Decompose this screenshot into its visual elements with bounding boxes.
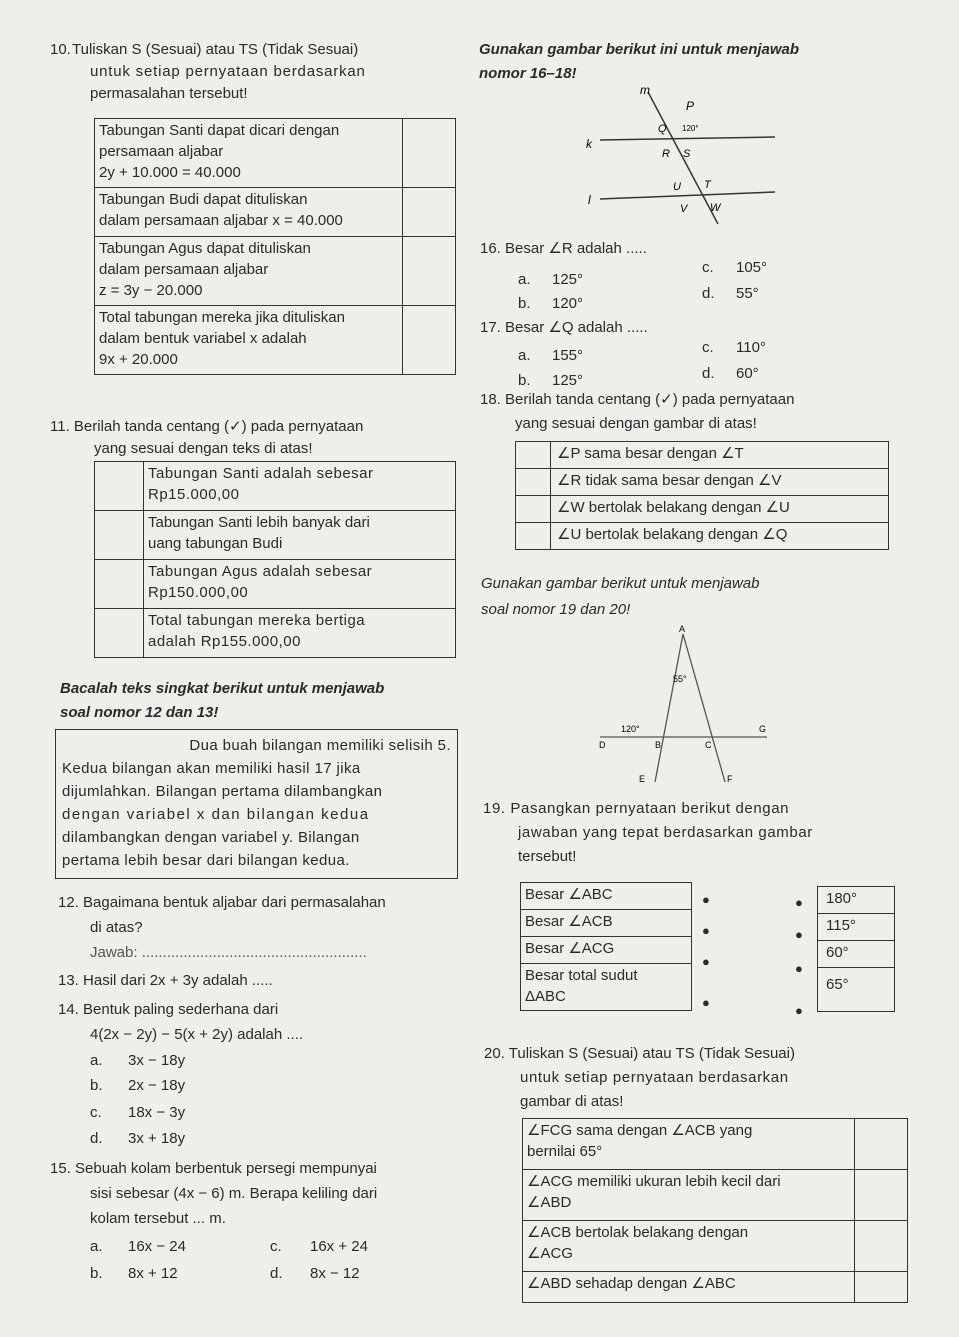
statement-line: bernilai 65° (527, 1143, 603, 1160)
label-g: G (759, 724, 767, 734)
label-k: k (586, 137, 592, 151)
label-t: T (704, 179, 711, 191)
q19-right-table (817, 886, 895, 1012)
statement-cell[interactable]: Besar ∠ACG (521, 937, 692, 964)
option-text: 16x − 24 (128, 1238, 186, 1255)
q16-option-a[interactable] (518, 270, 584, 290)
statement-line: z = 3y − 20.000 (99, 282, 203, 299)
table-row (95, 560, 456, 609)
statement-line: ∠ACB bertolak belakang dengan (527, 1224, 749, 1241)
q10-instruction-3: permasalahan tersebut! (90, 85, 248, 102)
answer-box[interactable] (854, 1221, 907, 1272)
label-l: l (588, 193, 591, 207)
answer-box[interactable] (402, 306, 455, 375)
reading-line: dilambangkan dengan variabel y. Bilangan (62, 829, 360, 846)
statement-line: persamaan aljabar (99, 143, 224, 160)
statement-line: ∠ABD sehadap dengan ∠ABC (527, 1275, 736, 1292)
q14-option-d[interactable] (90, 1129, 186, 1149)
q18-table (515, 441, 889, 550)
statement-cell: ∠P sama besar dengan ∠T (551, 442, 889, 469)
statement-cell: ∠U bertolak belakang dengan ∠Q (551, 523, 889, 550)
table-row (523, 1272, 908, 1303)
q15-line-1: 15. Sebuah kolam berbentuk persegi mempunyai (50, 1160, 377, 1177)
match-dot-right-3[interactable]: ● (795, 961, 803, 976)
table-row (95, 119, 456, 188)
option-letter: b. (90, 1077, 103, 1094)
option-letter: b. (518, 372, 531, 389)
statement-line: Total tabungan mereka bertiga (148, 612, 366, 629)
statement-line: Total tabungan mereka jika dituliskan (99, 309, 345, 326)
label-e: E (639, 774, 646, 784)
table-row (516, 496, 889, 523)
fig2-heading-1: Gunakan gambar berikut untuk menjawab (481, 575, 760, 592)
side-ac-extended (683, 634, 725, 782)
q16-option-b[interactable] (518, 294, 584, 314)
label-angle: 120° (682, 124, 699, 133)
q17-option-c[interactable] (702, 338, 766, 358)
checkbox-cell[interactable] (95, 609, 144, 658)
statement-line: dalam persamaan aljabar (99, 261, 269, 278)
option-letter: b. (518, 295, 531, 312)
side-ab-extended (655, 634, 683, 782)
statement-line: Tabungan Agus dapat dituliskan (99, 240, 311, 257)
table-row (516, 469, 889, 496)
statement-cell (144, 560, 456, 609)
option-text: 110° (736, 339, 766, 356)
reading-line: Dua buah bilangan memiliki selisih 5. (189, 737, 451, 754)
option-text: 55° (736, 285, 759, 302)
statement-line: adalah Rp155.000,00 (148, 633, 301, 650)
answer-box[interactable] (402, 119, 455, 188)
label-angle-a: 55° (673, 674, 687, 684)
checkbox-cell[interactable] (516, 442, 551, 469)
q14-line-1: 14. Bentuk paling sederhana dari (58, 1001, 279, 1018)
q17-option-a[interactable] (518, 346, 584, 366)
statement-cell (95, 188, 403, 237)
option-letter: a. (518, 347, 531, 364)
reading-line: pertama lebih besar dari bilangan kedua. (62, 852, 350, 869)
statement-line: dalam bentuk variabel x adalah (99, 330, 307, 347)
table-row (95, 609, 456, 658)
answer-cell[interactable]: 65° (818, 968, 895, 1012)
label-b: B (655, 740, 662, 750)
label-angle-b: 120° (621, 724, 640, 734)
q15-option-d[interactable] (270, 1264, 360, 1284)
option-text: 155° (552, 347, 584, 364)
option-letter: c. (270, 1238, 282, 1255)
q20-line-3: gambar di atas! (520, 1093, 624, 1110)
line-l (600, 192, 775, 199)
statement-line: ΔABC (525, 988, 566, 1005)
q19-left-table (520, 882, 692, 1011)
triangle-figure (595, 622, 775, 792)
option-text: 60° (736, 365, 759, 382)
answer-box[interactable] (854, 1170, 907, 1221)
fig1-heading-1: Gunakan gambar berikut ini untuk menjawab (479, 41, 800, 58)
statement-line: uang tabungan Budi (148, 535, 283, 552)
q11-table (94, 461, 456, 658)
label-r: R (662, 148, 670, 160)
q13-text: 13. Hasil dari 2x + 3y adalah ..... (58, 972, 273, 989)
option-text: 125° (552, 271, 584, 288)
q12-line-1: 12. Bagaimana bentuk aljabar dari permasalahan (58, 894, 386, 911)
statement-line: ∠FCG sama dengan ∠ACB yang (527, 1122, 753, 1139)
statement-line: ∠ABD (527, 1194, 572, 1211)
match-dot-left-3[interactable]: ● (702, 954, 710, 969)
table-row (521, 964, 692, 1011)
q18-line-2: yang sesuai dengan gambar di atas! (515, 415, 757, 432)
statement-line: Tabungan Santi adalah sebesar (148, 465, 374, 482)
reading-line: Kedua bilangan akan memiliki hasil 17 jika (62, 760, 361, 777)
label-a: A (679, 624, 686, 634)
table-row (818, 941, 895, 968)
q10-instruction-1: Tuliskan S (Sesuai) atau TS (Tidak Sesuai) (72, 41, 359, 58)
statement-line: Tabungan Santi lebih banyak dari (148, 514, 370, 531)
q11-instruction-1: 11. Berilah tanda centang (✓) pada pernyataan (50, 418, 364, 435)
label-q: Q (658, 123, 667, 135)
fig2-heading-2: soal nomor 19 dan 20! (481, 601, 631, 618)
statement-line: Tabungan Budi dapat dituliskan (99, 191, 308, 208)
option-letter: b. (90, 1265, 103, 1282)
label-w: W (710, 202, 721, 214)
table-row (521, 910, 692, 937)
table-row (95, 237, 456, 306)
option-letter: d. (270, 1265, 283, 1282)
q19-line-2: jawaban yang tepat berdasarkan gambar (518, 824, 813, 841)
match-dot-right-4[interactable]: ● (795, 1003, 803, 1018)
checkbox-cell[interactable] (95, 511, 144, 560)
q16-text: 16. Besar ∠R adalah ..... (480, 240, 647, 257)
q14-option-b[interactable] (90, 1076, 186, 1096)
option-letter: c. (702, 339, 714, 356)
statement-cell[interactable]: Besar ∠ACB (521, 910, 692, 937)
q12-line-2: di atas? (90, 919, 143, 936)
table-row (95, 188, 456, 237)
statement-cell (95, 306, 403, 375)
reading-heading-1: Bacalah teks singkat berikut untuk menjawab (60, 680, 385, 697)
option-text: 8x + 12 (128, 1265, 178, 1282)
reading-line: dengan variabel x dan bilangan kedua (62, 806, 370, 823)
checkbox-cell[interactable] (95, 560, 144, 609)
statement-line: 9x + 20.000 (99, 351, 178, 368)
label-d: D (599, 740, 606, 750)
match-dot-left-2[interactable]: ● (702, 923, 710, 938)
q15-option-a[interactable] (90, 1237, 186, 1257)
q20-line-1: 20. Tuliskan S (Sesuai) atau TS (Tidak Sesuai) (484, 1045, 795, 1062)
q14-line-2: 4(2x − 2y) − 5(x + 2y) adalah .... (90, 1026, 304, 1043)
statement-cell (523, 1272, 855, 1303)
table-row (521, 883, 692, 910)
answer-cell[interactable]: 180° (818, 887, 895, 914)
option-text: 16x + 24 (310, 1238, 368, 1255)
option-text: 8x − 12 (310, 1265, 360, 1282)
statement-line: dalam persamaan aljabar x = 40.000 (99, 212, 343, 229)
answer-box[interactable] (402, 188, 455, 237)
label-u: U (673, 181, 681, 193)
q15-line-3: kolam tersebut ... m. (90, 1210, 226, 1227)
table-row (521, 937, 692, 964)
statement-cell (95, 119, 403, 188)
option-letter: d. (702, 285, 715, 302)
table-row (95, 306, 456, 375)
q15-option-c[interactable] (270, 1237, 368, 1257)
statement-cell[interactable] (521, 964, 692, 1011)
q17-option-d[interactable] (702, 364, 759, 384)
table-row (523, 1221, 908, 1272)
table-row (818, 968, 895, 1012)
statement-line: 2y + 10.000 = 40.000 (99, 164, 241, 181)
reading-line: dijumlahkan. Bilangan pertama dilambangkan (62, 783, 383, 800)
option-text: 120° (552, 295, 584, 312)
label-p: P (686, 99, 695, 113)
q14-option-a[interactable] (90, 1051, 186, 1071)
q16-option-d[interactable] (702, 284, 759, 304)
q20-line-2: untuk setiap pernyataan berdasarkan (520, 1069, 789, 1086)
q10-instruction-2: untuk setiap pernyataan berdasarkan (90, 63, 366, 80)
option-text: 3x − 18y (128, 1052, 186, 1069)
fig1-heading-2: nomor 16–18! (479, 65, 577, 82)
statement-line: Tabungan Santi dapat dicari dengan (99, 122, 340, 139)
match-dot-left-4[interactable]: ● (702, 995, 710, 1010)
statement-cell: ∠R tidak sama besar dengan ∠V (551, 469, 889, 496)
label-f: F (727, 774, 733, 784)
option-letter: d. (90, 1130, 103, 1147)
option-letter: a. (518, 271, 531, 288)
statement-cell (144, 609, 456, 658)
label-v: V (680, 203, 688, 215)
q20-table (522, 1118, 908, 1303)
checkbox-cell[interactable] (95, 462, 144, 511)
statement-cell (95, 237, 403, 306)
q10-number: 10. (50, 41, 71, 58)
statement-line: Tabungan Agus adalah sebesar (148, 563, 373, 580)
label-m: m (640, 83, 650, 97)
reading-box (55, 729, 458, 879)
option-letter: c. (90, 1104, 102, 1121)
answer-box[interactable] (402, 237, 455, 306)
statement-cell (523, 1221, 855, 1272)
option-letter: c. (702, 259, 714, 276)
statement-cell: ∠W bertolak belakang dengan ∠U (551, 496, 889, 523)
option-letter: d. (702, 365, 715, 382)
checkbox-cell[interactable] (516, 523, 551, 550)
q19-line-3: tersebut! (518, 848, 577, 865)
option-letter: a. (90, 1238, 103, 1255)
q15-line-2: sisi sebesar (4x − 6) m. Berapa keliling dari (90, 1185, 378, 1202)
q12-answer-line[interactable]: Jawab: ...................................................... (90, 944, 367, 961)
option-letter: a. (90, 1052, 103, 1069)
table-row (523, 1119, 908, 1170)
label-s: S (683, 148, 691, 160)
q17-text: 17. Besar ∠Q adalah ..... (480, 319, 648, 336)
q18-line-1: 18. Berilah tanda centang (✓) pada pernyataan (480, 391, 795, 408)
q17-option-b[interactable] (518, 371, 584, 391)
q19-line-1: 19. Pasangkan pernyataan berikut dengan (483, 800, 790, 817)
statement-line: ∠ACG (527, 1245, 573, 1262)
table-row (523, 1170, 908, 1221)
statement-cell (523, 1170, 855, 1221)
table-row (95, 462, 456, 511)
checkbox-cell[interactable] (516, 469, 551, 496)
checkbox-cell[interactable] (516, 496, 551, 523)
reading-heading-2: soal nomor 12 dan 13! (60, 704, 219, 721)
statement-line: Rp150.000,00 (148, 584, 249, 601)
statement-line: ∠ACG memiliki ukuran lebih kecil dari (527, 1173, 781, 1190)
answer-box[interactable] (854, 1272, 907, 1303)
statement-cell (523, 1119, 855, 1170)
statement-cell (144, 462, 456, 511)
table-row (818, 887, 895, 914)
q11-instruction-2: yang sesuai dengan teks di atas! (94, 440, 313, 457)
statement-line: Rp15.000,00 (148, 486, 240, 503)
table-row (818, 914, 895, 941)
table-row (516, 523, 889, 550)
statement-cell[interactable]: Besar ∠ABC (521, 883, 692, 910)
match-dot-right-2[interactable]: ● (795, 927, 803, 942)
answer-cell[interactable]: 60° (818, 941, 895, 968)
q15-option-b[interactable] (90, 1264, 178, 1284)
match-dot-right-1[interactable]: ● (795, 895, 803, 910)
option-text: 2x − 18y (128, 1077, 186, 1094)
option-text: 125° (552, 372, 584, 389)
option-text: 3x + 18y (128, 1130, 186, 1147)
statement-line: Besar total sudut (525, 967, 638, 984)
answer-cell[interactable]: 115° (818, 914, 895, 941)
statement-cell (144, 511, 456, 560)
option-text: 105° (736, 259, 768, 276)
answer-box[interactable] (854, 1119, 907, 1170)
q10-table (94, 118, 456, 375)
table-row (516, 442, 889, 469)
option-text: 18x − 3y (128, 1104, 186, 1121)
q16-option-c[interactable] (702, 258, 768, 278)
q14-option-c[interactable] (90, 1103, 186, 1123)
parallel-lines-figure (570, 82, 790, 232)
label-c: C (705, 740, 712, 750)
match-dot-left-1[interactable]: ● (702, 892, 710, 907)
table-row (95, 511, 456, 560)
line-k (600, 137, 775, 140)
